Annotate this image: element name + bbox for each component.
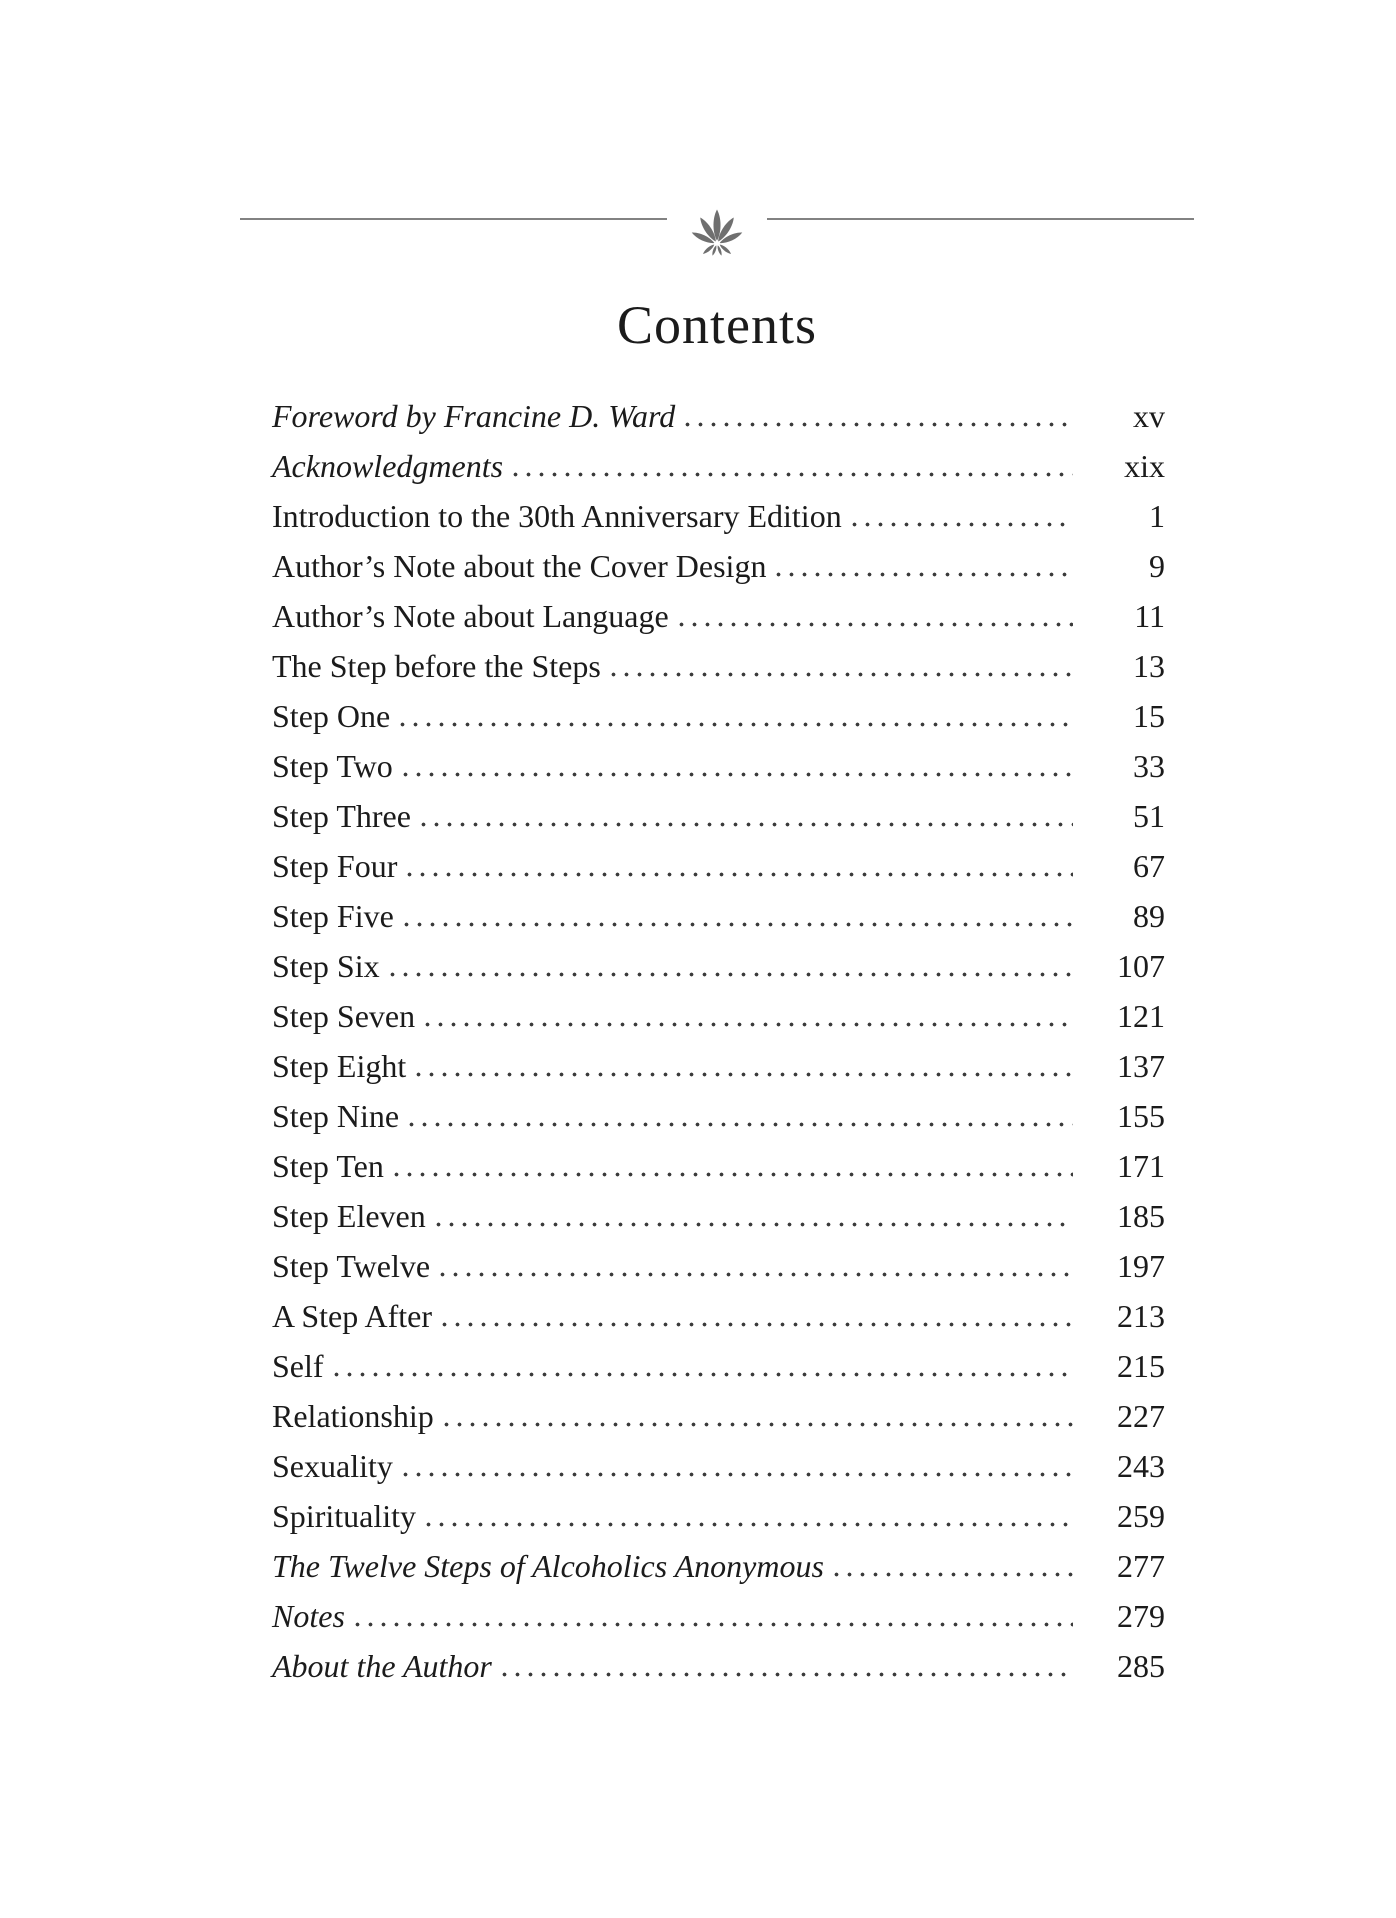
- toc-entry-page: 155: [1117, 1098, 1165, 1134]
- toc-entry: [272, 1300, 1165, 1333]
- dot-leader: [611, 672, 1073, 677]
- toc: [272, 400, 1165, 1700]
- toc-entry-page: xv: [1133, 398, 1165, 434]
- toc-entry: [272, 1500, 1165, 1533]
- toc-entry-page: 259: [1117, 1498, 1165, 1534]
- dot-leader: [400, 722, 1073, 727]
- toc-entry: [272, 1050, 1165, 1083]
- toc-entry-label: Step Seven: [272, 998, 416, 1034]
- toc-entry-page: 227: [1117, 1398, 1165, 1434]
- dot-leader: [390, 972, 1073, 977]
- toc-entry-page: 121: [1117, 998, 1165, 1034]
- lotus-leaf-icon: [677, 194, 757, 264]
- toc-entry-page: 51: [1133, 798, 1165, 834]
- toc-entry-page: 171: [1117, 1148, 1165, 1184]
- toc-entry-page: 1: [1149, 498, 1165, 534]
- toc-entry-page: 15: [1133, 698, 1165, 734]
- toc-entry-page: 89: [1133, 898, 1165, 934]
- toc-entry-page: 243: [1117, 1448, 1165, 1484]
- dot-leader: [436, 1222, 1073, 1227]
- toc-entry-label: Spirituality: [272, 1498, 416, 1534]
- toc-entry-label: Self: [272, 1348, 324, 1384]
- dot-leader: [403, 1472, 1073, 1477]
- toc-entry: [272, 450, 1165, 483]
- toc-entry-label: Step One: [272, 698, 391, 734]
- toc-entry-page: 9: [1149, 548, 1165, 584]
- toc-entry-label: The Twelve Steps of Alcoholics Anonymous: [272, 1548, 824, 1584]
- toc-entry-label: Step Ten: [272, 1148, 384, 1184]
- toc-entry-page: 11: [1134, 598, 1165, 634]
- dot-leader: [334, 1372, 1073, 1377]
- page-title: Contents: [616, 295, 817, 355]
- dot-leader: [403, 772, 1073, 777]
- dot-leader: [407, 872, 1073, 877]
- toc-entry-label: Acknowledgments: [272, 448, 504, 484]
- toc-entry-label: Step Four: [272, 848, 398, 884]
- toc-entry-page: 185: [1117, 1198, 1165, 1234]
- toc-entry: [272, 1400, 1165, 1433]
- toc-entry-page: 285: [1117, 1648, 1165, 1684]
- dot-leader: [409, 1122, 1073, 1127]
- dot-leader: [685, 422, 1073, 427]
- toc-entry: [272, 600, 1165, 633]
- dot-leader: [394, 1172, 1073, 1177]
- toc-group: [272, 400, 1165, 483]
- toc-entry: [272, 650, 1165, 683]
- toc-entry: [272, 800, 1165, 833]
- toc-entry-page: 279: [1117, 1598, 1165, 1634]
- dot-leader: [442, 1322, 1073, 1327]
- dot-leader: [421, 822, 1073, 827]
- dot-leader: [440, 1272, 1073, 1277]
- divider-rule-right: [767, 218, 1194, 220]
- toc-entry-label: A Step After: [272, 1298, 432, 1334]
- toc-entry: [272, 950, 1165, 983]
- toc-group: [272, 1550, 1165, 1683]
- divider-rule-left: [240, 218, 667, 220]
- toc-group: [272, 500, 1165, 1533]
- toc-entry: [272, 1600, 1165, 1633]
- dot-leader: [355, 1622, 1073, 1627]
- toc-entry-label: Author’s Note about Language: [272, 598, 669, 634]
- toc-entry: [272, 900, 1165, 933]
- toc-entry: [272, 700, 1165, 733]
- toc-entry-label: The Step before the Steps: [272, 648, 601, 684]
- toc-entry-page: 213: [1117, 1298, 1165, 1334]
- toc-entry: [272, 1550, 1165, 1583]
- toc-entry: [272, 1250, 1165, 1283]
- dot-leader: [852, 522, 1073, 527]
- ornament-divider: [240, 191, 1194, 247]
- toc-entry-label: Step Twelve: [272, 1248, 431, 1284]
- toc-entry: [272, 1150, 1165, 1183]
- toc-entry-page: 33: [1133, 748, 1165, 784]
- toc-entry-page: xix: [1124, 448, 1165, 484]
- dot-leader: [416, 1072, 1073, 1077]
- toc-entry: [272, 850, 1165, 883]
- toc-entry-label: Step Five: [272, 898, 394, 934]
- toc-entry-label: Step Three: [272, 798, 411, 834]
- toc-entry: [272, 1100, 1165, 1133]
- toc-entry-page: 215: [1117, 1348, 1165, 1384]
- dot-leader: [513, 472, 1073, 477]
- dot-leader: [776, 572, 1073, 577]
- toc-entry-label: About the Author: [272, 1648, 492, 1684]
- toc-entry: [272, 750, 1165, 783]
- toc-entry-label: Step Two: [272, 748, 393, 784]
- toc-entry: [272, 500, 1165, 533]
- toc-entry: [272, 550, 1165, 583]
- dot-leader: [404, 922, 1073, 927]
- toc-entry-page: 277: [1117, 1548, 1165, 1584]
- toc-entry-label: Sexuality: [272, 1448, 393, 1484]
- toc-entry-label: Author’s Note about the Cover Design: [272, 548, 767, 584]
- toc-entry: [272, 1200, 1165, 1233]
- dot-leader: [834, 1572, 1073, 1577]
- toc-entry-page: 13: [1133, 648, 1165, 684]
- toc-entry-label: Step Eleven: [272, 1198, 426, 1234]
- toc-entry: [272, 1350, 1165, 1383]
- toc-entry-label: Step Nine: [272, 1098, 400, 1134]
- toc-entry-page: 107: [1117, 948, 1165, 984]
- toc-entry-label: Relationship: [272, 1398, 434, 1434]
- toc-entry-label: Step Eight: [272, 1048, 407, 1084]
- dot-leader: [444, 1422, 1073, 1427]
- toc-entry-page: 67: [1133, 848, 1165, 884]
- toc-entry-page: 137: [1117, 1048, 1165, 1084]
- toc-entry: [272, 1000, 1165, 1033]
- dot-leader: [679, 622, 1073, 627]
- toc-entry: [272, 1450, 1165, 1483]
- toc-entry-label: Step Six: [272, 948, 380, 984]
- toc-entry: [272, 1650, 1165, 1683]
- dot-leader: [502, 1672, 1073, 1677]
- toc-entry-label: Foreword by Francine D. Ward: [272, 398, 676, 434]
- dot-leader: [426, 1522, 1073, 1527]
- toc-entry-label: Notes: [272, 1598, 345, 1634]
- toc-entry-page: 197: [1117, 1248, 1165, 1284]
- dot-leader: [425, 1022, 1073, 1027]
- toc-entry: [272, 400, 1165, 433]
- toc-entry-label: Introduction to the 30th Anniversary Edition: [272, 498, 842, 534]
